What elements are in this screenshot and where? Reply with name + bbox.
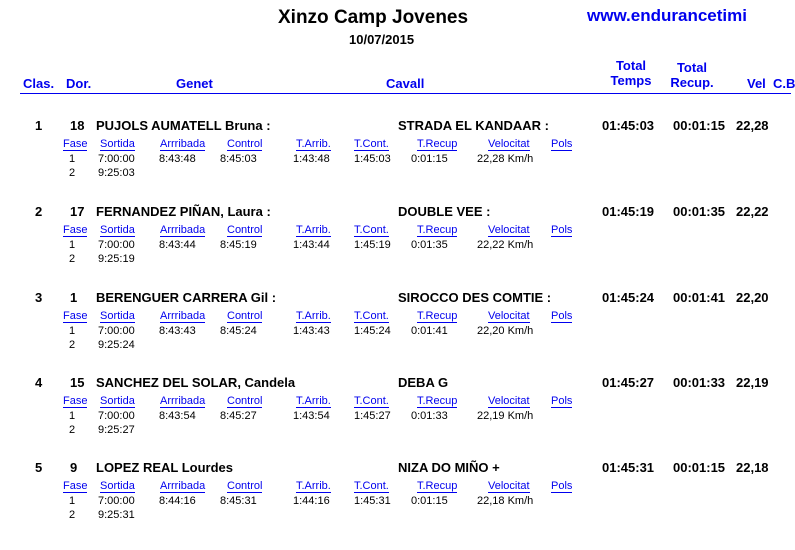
rider-row [0, 118, 791, 208]
phase-trecup: 0:01:41 [411, 325, 448, 337]
rider-name: BERENGUER CARRERA Gil : [96, 290, 277, 305]
rider-row [0, 204, 791, 294]
horse-name: STRADA EL KANDAAR : [398, 118, 549, 133]
rider-clas: 1 [35, 118, 43, 133]
phase2-sortida: 9:25:31 [98, 509, 135, 521]
rider-speed: 22,28 [736, 118, 769, 133]
phase-fase: 1 [69, 153, 76, 165]
sub-col-tcont: T.Cont. [354, 138, 389, 150]
phase-fase: 1 [69, 495, 76, 507]
phase2-sortida: 9:25:03 [98, 167, 135, 179]
event-date: 10/07/2015 [349, 32, 415, 47]
sub-col-tarrib: T.Arrib. [296, 224, 331, 236]
sub-col-arribada: Arrribada [160, 224, 206, 236]
sub-col-pols: Pols [551, 138, 573, 150]
rider-clas: 5 [35, 460, 43, 475]
rider-row [0, 460, 791, 550]
rider-speed: 22,20 [736, 290, 769, 305]
rider-speed: 22,19 [736, 375, 769, 390]
sub-col-control: Control [227, 395, 263, 407]
phase-tcont: 1:45:19 [354, 239, 391, 251]
sub-col-trecup: T.Recup [417, 224, 458, 236]
phase-arribada: 8:43:48 [159, 153, 196, 165]
rider-total-time: 01:45:24 [602, 290, 655, 305]
sub-col-tcont: T.Cont. [354, 310, 389, 322]
sub-col-tarrib: T.Arrib. [296, 138, 331, 150]
sub-col-velocitat: Velocitat [488, 480, 530, 492]
sub-col-velocitat: Velocitat [488, 224, 530, 236]
sub-col-velocitat: Velocitat [488, 395, 530, 407]
rider-name: SANCHEZ DEL SOLAR, Candela [96, 375, 296, 390]
rider-total-time: 01:45:27 [602, 375, 655, 390]
phase-velocitat: 22,20 Km/h [477, 325, 534, 337]
sub-col-control: Control [227, 310, 263, 322]
phase-trecup: 0:01:33 [411, 410, 448, 422]
sub-col-fase: Fase [63, 310, 88, 322]
sub-col-tcont: T.Cont. [354, 480, 389, 492]
phase-tarrib: 1:43:44 [293, 239, 330, 251]
rider-name: PUJOLS AUMATELL Bruna : [96, 118, 271, 133]
rider-name: LOPEZ REAL Lourdes [96, 460, 233, 475]
sub-col-trecup: T.Recup [417, 138, 458, 150]
col-cb: C.B [773, 76, 795, 91]
sub-col-tarrib: T.Arrib. [296, 310, 331, 322]
sub-col-tcont: T.Cont. [354, 395, 389, 407]
sub-col-pols: Pols [551, 480, 573, 492]
rider-total-recup: 00:01:15 [673, 118, 726, 133]
phase-fase: 1 [69, 239, 76, 251]
rider-clas: 4 [35, 375, 43, 390]
horse-name: NIZA DO MIÑO + [398, 460, 500, 475]
sub-col-arribada: Arrribada [160, 138, 206, 150]
phase2-fase: 2 [69, 253, 76, 265]
phase-control: 8:45:24 [220, 325, 257, 337]
phase-arribada: 8:43:44 [159, 239, 196, 251]
sub-col-sortida: Sortida [100, 310, 135, 322]
sub-col-control: Control [227, 138, 263, 150]
phase-sortida: 7:00:00 [98, 495, 135, 507]
phase-tarrib: 1:43:48 [293, 153, 330, 165]
sub-col-sortida: Sortida [100, 224, 135, 236]
col-clas: Clas. [23, 76, 55, 91]
rider-total-time: 01:45:03 [602, 118, 655, 133]
rider-dor: 15 [70, 375, 85, 390]
phase-tcont: 1:45:31 [354, 495, 391, 507]
phase-trecup: 0:01:15 [411, 153, 448, 165]
sub-col-velocitat: Velocitat [488, 138, 530, 150]
sub-col-tcont: T.Cont. [354, 224, 389, 236]
sub-col-fase: Fase [63, 480, 88, 492]
phase-velocitat: 22,18 Km/h [477, 495, 534, 507]
sub-col-velocitat: Velocitat [488, 310, 530, 322]
sub-col-tarrib: T.Arrib. [296, 395, 331, 407]
rider-row [0, 375, 791, 465]
rider-total-recup: 00:01:15 [673, 460, 726, 475]
phase2-sortida: 9:25:24 [98, 339, 135, 351]
rider-total-time: 01:45:31 [602, 460, 655, 475]
horse-name: DOUBLE VEE : [398, 204, 491, 219]
rider-dor: 17 [70, 204, 85, 219]
phase-tcont: 1:45:27 [354, 410, 391, 422]
rider-dor: 9 [70, 460, 78, 475]
sub-col-sortida: Sortida [100, 480, 135, 492]
phase-fase: 1 [69, 325, 76, 337]
phase2-fase: 2 [69, 167, 76, 179]
horse-name: DEBA G [398, 375, 449, 390]
phase2-fase: 2 [69, 424, 76, 436]
rider-total-recup: 00:01:41 [673, 290, 726, 305]
phase-tcont: 1:45:24 [354, 325, 391, 337]
page-title: Xinzo Camp Jovenes [278, 7, 469, 28]
phase2-fase: 2 [69, 509, 76, 521]
rider-name: FERNANDEZ PIÑAN, Laura : [96, 204, 271, 219]
phase-sortida: 7:00:00 [98, 410, 135, 422]
rider-dor: 1 [70, 290, 78, 305]
rider-total-recup: 00:01:33 [673, 375, 726, 390]
col-cavall: Cavall [386, 76, 425, 91]
rider-dor: 18 [70, 118, 85, 133]
col-total-temps: Total Temps [610, 58, 652, 88]
phase-trecup: 0:01:35 [411, 239, 448, 251]
sub-col-pols: Pols [551, 310, 573, 322]
rider-total-time: 01:45:19 [602, 204, 655, 219]
phase-velocitat: 22,19 Km/h [477, 410, 534, 422]
phase-arribada: 8:44:16 [159, 495, 196, 507]
rider-row [0, 290, 791, 380]
sub-col-arribada: Arrribada [160, 310, 206, 322]
phase-velocitat: 22,28 Km/h [477, 153, 534, 165]
rider-total-recup: 00:01:35 [673, 204, 726, 219]
header-divider [20, 93, 791, 94]
phase-sortida: 7:00:00 [98, 153, 135, 165]
sub-col-trecup: T.Recup [417, 480, 458, 492]
phase-control: 8:45:03 [220, 153, 257, 165]
rider-speed: 22,18 [736, 460, 769, 475]
phase2-sortida: 9:25:27 [98, 424, 135, 436]
rider-clas: 3 [35, 290, 43, 305]
phase-control: 8:45:31 [220, 495, 257, 507]
rider-clas: 2 [35, 204, 43, 219]
horse-name: SIROCCO DES COMTIE : [398, 290, 552, 305]
sub-col-sortida: Sortida [100, 395, 135, 407]
sub-col-fase: Fase [63, 395, 88, 407]
rider-speed: 22,22 [736, 204, 769, 219]
phase-arribada: 8:43:54 [159, 410, 196, 422]
phase2-sortida: 9:25:19 [98, 253, 135, 265]
phase-control: 8:45:27 [220, 410, 257, 422]
col-vel: Vel [747, 76, 766, 91]
sub-col-control: Control [227, 224, 263, 236]
sub-col-trecup: T.Recup [417, 395, 458, 407]
phase2-fase: 2 [69, 339, 76, 351]
sub-col-arribada: Arrribada [160, 480, 206, 492]
phase-arribada: 8:43:43 [159, 325, 196, 337]
col-total-recup: Total Recup. [670, 60, 714, 90]
col-genet: Genet [176, 76, 213, 91]
col-dor: Dor. [66, 76, 92, 91]
sub-col-pols: Pols [551, 224, 573, 236]
sub-col-sortida: Sortida [100, 138, 135, 150]
sub-col-fase: Fase [63, 138, 88, 150]
sub-col-pols: Pols [551, 395, 573, 407]
phase-tcont: 1:45:03 [354, 153, 391, 165]
sub-col-fase: Fase [63, 224, 88, 236]
phase-velocitat: 22,22 Km/h [477, 239, 534, 251]
phase-control: 8:45:19 [220, 239, 257, 251]
phase-fase: 1 [69, 410, 76, 422]
phase-tarrib: 1:44:16 [293, 495, 330, 507]
sub-col-control: Control [227, 480, 263, 492]
sub-col-arribada: Arrribada [160, 395, 206, 407]
phase-sortida: 7:00:00 [98, 239, 135, 251]
phase-trecup: 0:01:15 [411, 495, 448, 507]
website-link[interactable]: www.endurancetimi [587, 6, 747, 25]
phase-tarrib: 1:43:43 [293, 325, 330, 337]
phase-tarrib: 1:43:54 [293, 410, 330, 422]
sub-col-trecup: T.Recup [417, 310, 458, 322]
phase-sortida: 7:00:00 [98, 325, 135, 337]
sub-col-tarrib: T.Arrib. [296, 480, 331, 492]
